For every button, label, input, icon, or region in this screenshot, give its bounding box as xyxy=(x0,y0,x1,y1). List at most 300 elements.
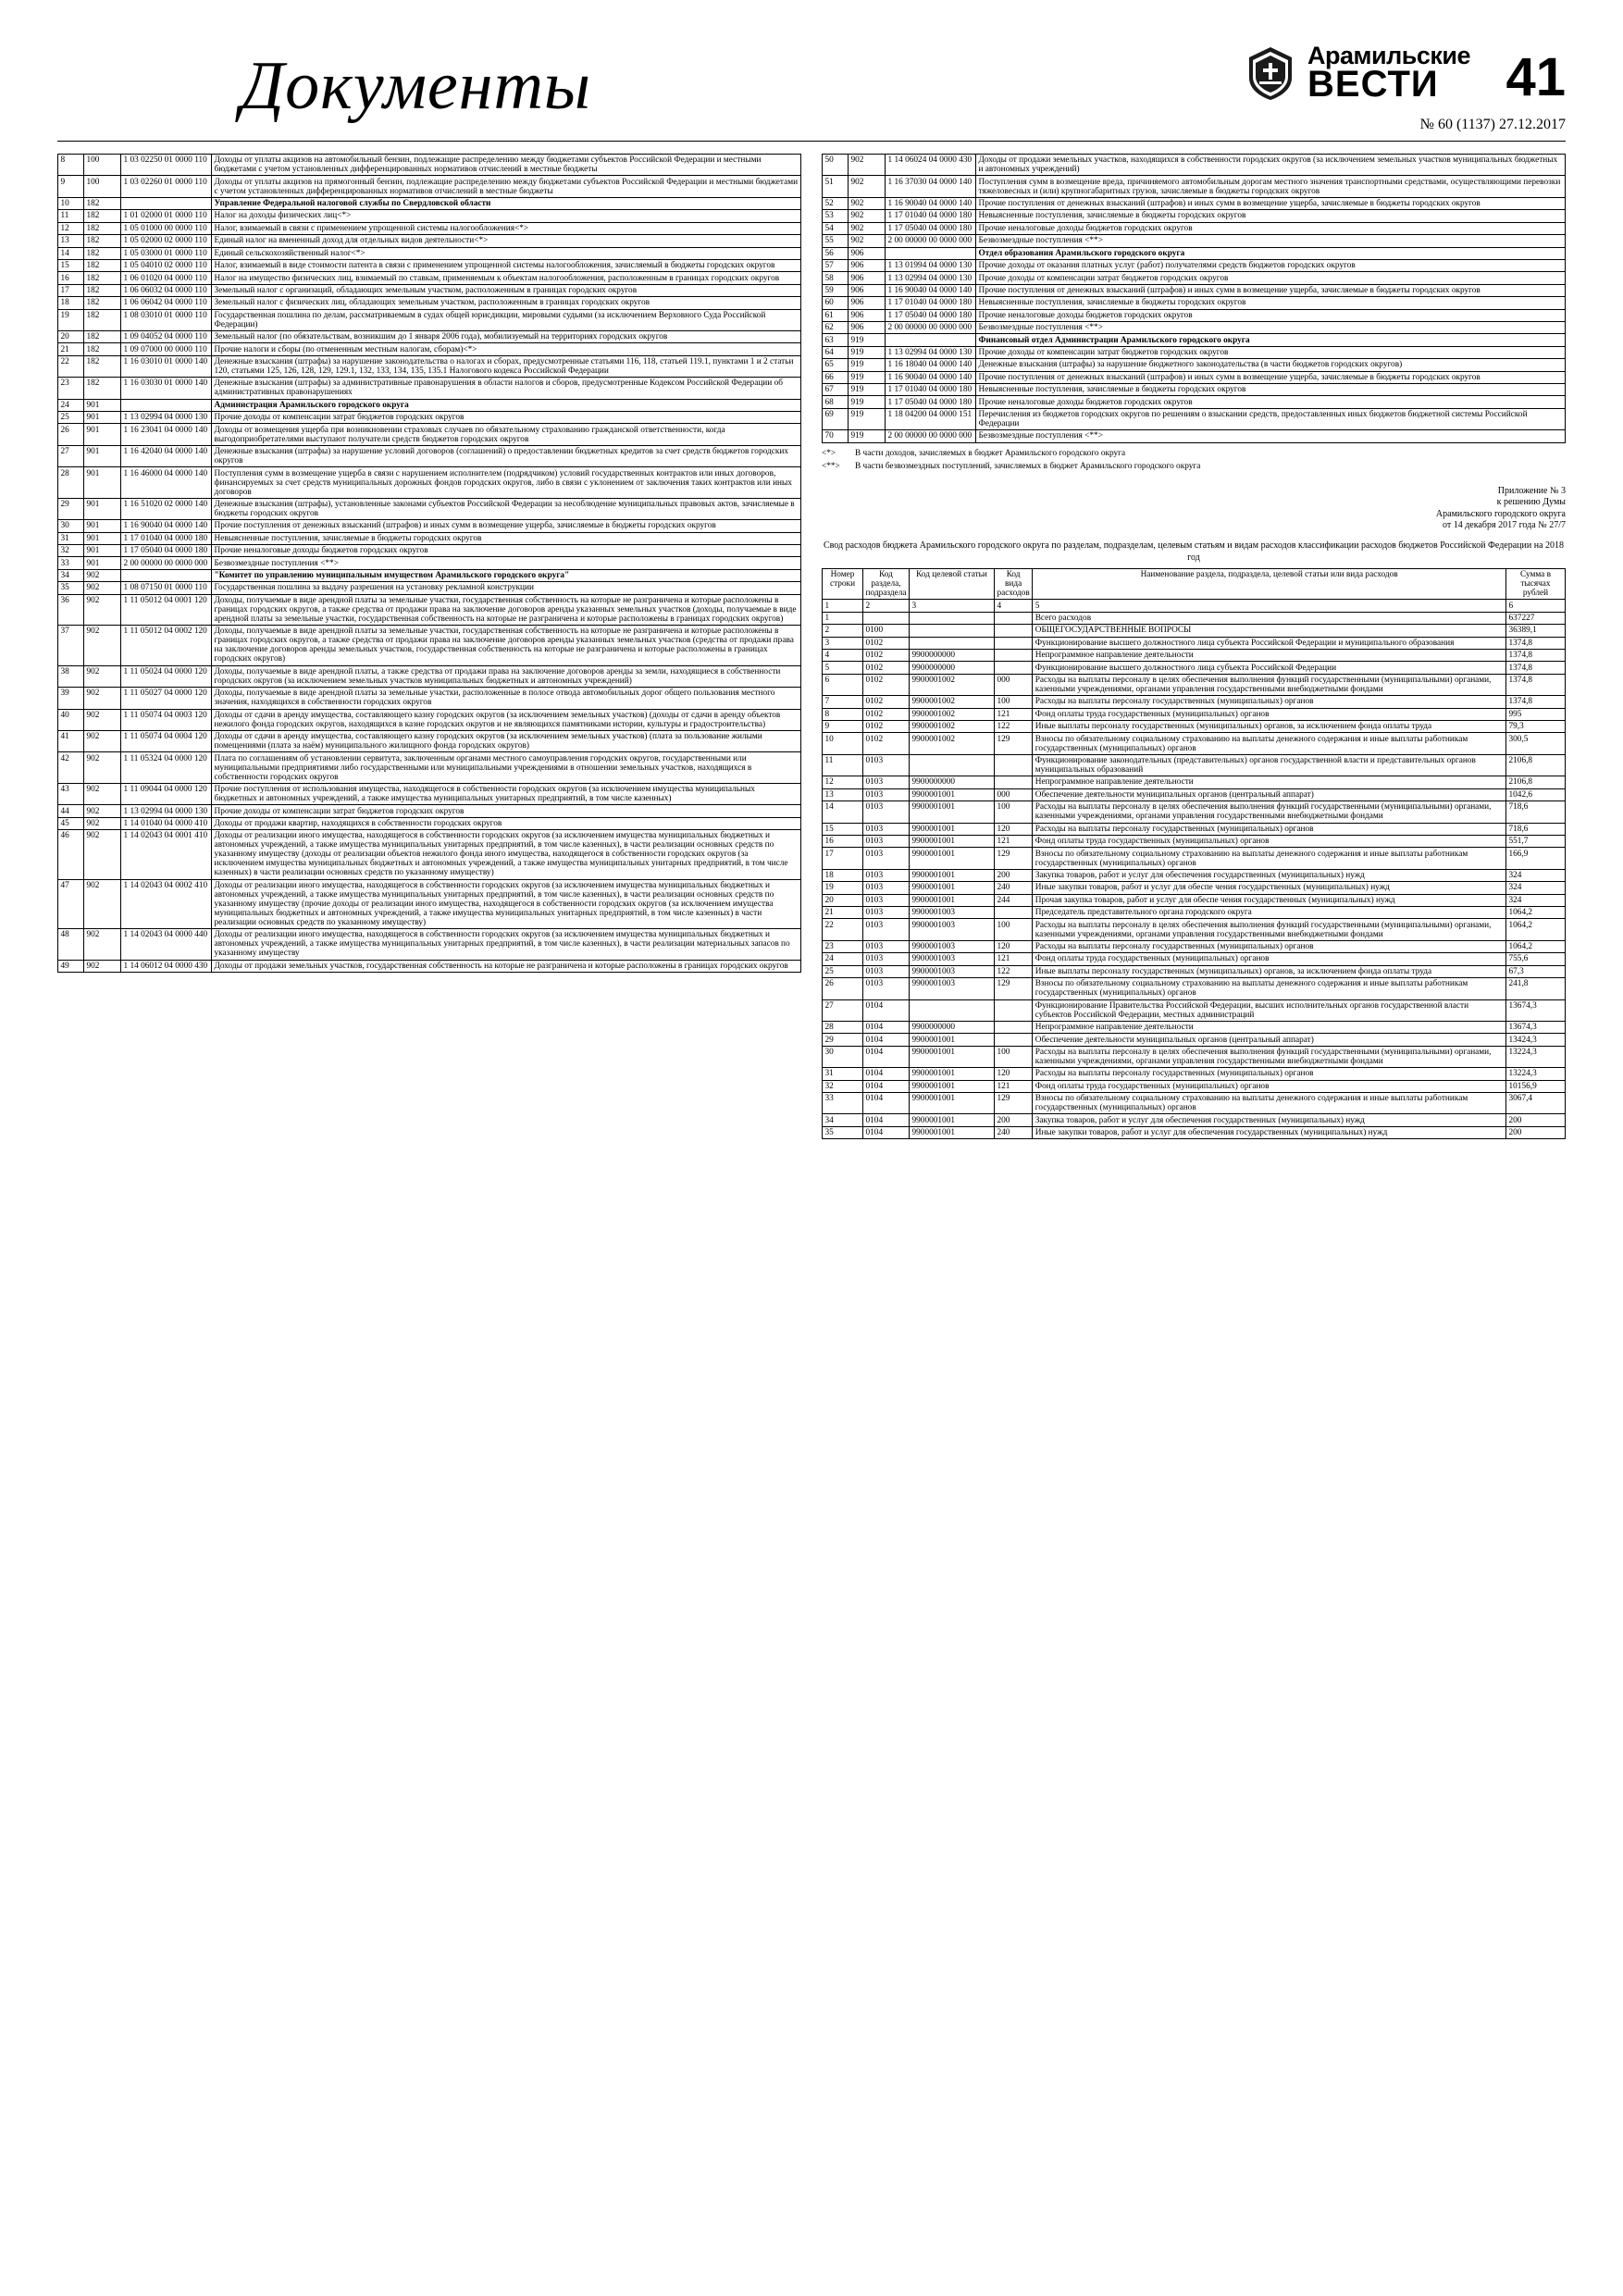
target-article-code xyxy=(910,754,995,776)
expense-type-code: 000 xyxy=(995,788,1033,800)
column-index: 1 xyxy=(823,600,863,612)
table-row xyxy=(823,919,1566,940)
budget-classification-code: 1 14 02043 04 0000 440 xyxy=(121,929,212,960)
table-row xyxy=(823,953,1566,965)
table-row xyxy=(823,210,1566,222)
table-row xyxy=(823,894,1566,906)
table-row xyxy=(823,612,1566,624)
budget-classification-code: 1 03 02250 01 0000 110 xyxy=(121,155,212,176)
target-article-code: 9900001002 xyxy=(910,674,995,695)
table-row xyxy=(58,520,801,532)
row-number: 8 xyxy=(823,708,863,720)
budget-classification-code: 1 11 05074 04 0003 120 xyxy=(121,709,212,730)
razdel-code: 0102 xyxy=(863,696,910,708)
row-number: 23 xyxy=(823,940,863,952)
row-number: 38 xyxy=(58,665,84,687)
income-source-name: Прочие поступления от денежных взысканий (штрафов) и иных сумм в возмещение ущерба, зачисляемые в бюджеты городских округов xyxy=(976,284,1566,296)
income-source-name: Прочие поступления от использования имущества, находящегося в собственности городских округов (за исключением имущества муниципальных бюджетных и автономных учреждений, а также имущества муниципальных унитарных предприятий, в том числе казенных) xyxy=(212,783,801,804)
target-article-code: 9900001001 xyxy=(910,1080,995,1092)
masthead-divider xyxy=(57,141,1566,142)
table-row xyxy=(823,1021,1566,1033)
table-row xyxy=(823,247,1566,259)
table-row xyxy=(58,498,801,519)
budget-classification-code: 1 13 02994 04 0000 130 xyxy=(886,272,976,284)
table-row xyxy=(823,334,1566,346)
budget-classification-code: 2 00 00000 00 0000 000 xyxy=(886,430,976,442)
column-index: 3 xyxy=(910,600,995,612)
administrator-code: 182 xyxy=(84,210,121,222)
expense-sum: 200 xyxy=(1506,1114,1566,1126)
expense-type-code: 200 xyxy=(995,869,1033,881)
row-number: 19 xyxy=(823,882,863,894)
expense-name: Иные закупки товаров, работ и услуг для обеспечения государственных (муниципальных) нужд xyxy=(1033,1126,1506,1138)
row-number: 25 xyxy=(823,965,863,977)
row-number: 14 xyxy=(823,801,863,823)
appendix-line-4: от 14 декабря 2017 года № 27/7 xyxy=(1442,520,1566,531)
expense-name: Фонд оплаты труда государственных (муниципальных) органов xyxy=(1033,1080,1506,1092)
expense-sum: 324 xyxy=(1506,869,1566,881)
income-source-name: Доходы, получаемые в виде арендной платы, а также средства от продажи права на заключение договоров аренды за земли, находящиеся в собственности городских округов (за исключением земельных участков муниципальных бюджетных и автономных учреждений) xyxy=(212,665,801,687)
table-row xyxy=(823,776,1566,788)
appendix-header xyxy=(822,486,1566,532)
budget-classification-code: 1 09 07000 00 0000 110 xyxy=(121,343,212,355)
table-row xyxy=(823,882,1566,894)
target-article-code: 9900001001 xyxy=(910,1114,995,1126)
income-source-name: Доходы, получаемые в виде арендной платы за земельные участки, государственная собственность на которые не разграничена и которые расположены в границах городских округов, а также средства от продажи права на заключение договоров аренды указанных земельных участков (средства от продажи права на заключение договоров аренды земельных участков, государственная собственность на которые не разграничена и которые расположены в границах городских округов) xyxy=(212,626,801,666)
razdel-code: 0103 xyxy=(863,788,910,800)
income-source-name: Доходы от уплаты акцизов на автомобильный бензин, подлежащие распределению между бюджетами субъектов Российской Федерации и местными бюджетами с учетом установленных дифференцированных нормативов отчислений в местные бюджеты xyxy=(212,155,801,176)
expense-type-code: 244 xyxy=(995,894,1033,906)
table-row xyxy=(58,222,801,234)
expense-name: Фонд оплаты труда государственных (муниципальных) органов xyxy=(1033,835,1506,847)
target-article-code: 9900001001 xyxy=(910,894,995,906)
row-number: 43 xyxy=(58,783,84,804)
table-header-row xyxy=(823,568,1566,599)
administrator-code: 902 xyxy=(84,752,121,783)
expense-sum: 755,6 xyxy=(1506,953,1566,965)
row-number: 26 xyxy=(58,424,84,445)
table-row xyxy=(58,830,801,880)
income-source-name: Управление Федеральной налоговой службы по Свердловской области xyxy=(212,197,801,209)
expense-sum: 13224,3 xyxy=(1506,1046,1566,1067)
budget-classification-code: 2 00 00000 00 0000 000 xyxy=(121,557,212,569)
row-number: 5 xyxy=(823,662,863,674)
table-row xyxy=(823,371,1566,383)
budget-classification-code: 1 13 02994 04 0000 130 xyxy=(886,346,976,358)
budget-classification-code: 2 00 00000 00 0000 000 xyxy=(886,321,976,333)
expense-name: Функционирование высшего должностного лица субъекта Российской Федерации xyxy=(1033,662,1506,674)
table-row xyxy=(58,355,801,377)
table-row xyxy=(58,879,801,929)
income-source-name: Доходы от реализации иного имущества, находящегося в собственности городских округов (за исключением имущества муниципальных бюджетных и автономных учреждений, а также имущества муниципальных унитарных предприятий, в том числе казенных), в части реализации основных средств по указанному имуществу (доходы от реализации объектов нежилого фонда иного имущества, находящегося в собственности городских округов (за исключением имущества муниципальных бюджетных и автономных учреждений, а также имущества муниципальных унитарных предприятий, в том числе казенных) в части реализации основных средств по указанному имуществу) xyxy=(212,830,801,880)
income-source-name: Доходы от сдачи в аренду имущества, составляющего казну городских округов (за исключением земельных участков) (плата за пользование жилыми помещениями (плата за наём) муниципального жилищного фонда городских округов) xyxy=(212,730,801,751)
razdel-code: 0100 xyxy=(863,625,910,637)
administrator-code: 901 xyxy=(84,520,121,532)
header-razdel-code: Код раздела, подраздела xyxy=(863,568,910,599)
table-row xyxy=(58,582,801,594)
expense-name: Расходы на выплаты персоналу государственных (муниципальных) органов xyxy=(1033,696,1506,708)
target-article-code: 9900001001 xyxy=(910,801,995,823)
administrator-code: 182 xyxy=(84,343,121,355)
budget-classification-code: 1 16 90040 04 0000 140 xyxy=(121,520,212,532)
budget-classification-code: 2 00 00000 00 0000 000 xyxy=(886,235,976,247)
row-number: 68 xyxy=(823,396,849,408)
budget-classification-code: 1 11 05074 04 0004 120 xyxy=(121,730,212,751)
table-row xyxy=(823,321,1566,333)
row-number: 18 xyxy=(58,297,84,309)
budget-classification-code: 1 14 01040 04 0000 410 xyxy=(121,817,212,829)
target-article-code: 9900000000 xyxy=(910,1021,995,1033)
budget-classification-code xyxy=(121,569,212,581)
administrator-code: 902 xyxy=(84,730,121,751)
expense-summary-table xyxy=(822,568,1566,1139)
budget-classification-code: 1 16 23041 04 0000 140 xyxy=(121,424,212,445)
expense-sum: 1374,8 xyxy=(1506,637,1566,649)
table-row xyxy=(58,210,801,222)
income-source-name: Денежные взыскания (штрафы), установленные законами субъектов Российской Федерации за несоблюдение муниципальных правовых актов, зачисляемые в бюджеты городских округов xyxy=(212,498,801,519)
header-row-number: Номер строки xyxy=(823,568,863,599)
target-article-code: 9900001002 xyxy=(910,708,995,720)
target-article-code: 9900001001 xyxy=(910,1068,995,1080)
expense-type-code: 120 xyxy=(995,940,1033,952)
row-number: 21 xyxy=(58,343,84,355)
target-article-code xyxy=(910,637,995,649)
razdel-code: 0103 xyxy=(863,953,910,965)
income-source-name: Прочие неналоговые доходы бюджетов городских округов xyxy=(976,222,1566,234)
table-row xyxy=(823,1046,1566,1067)
appendix-title: Свод расходов бюджета Арамильского городского округа по разделам, подразделам, целевым статьям и видам расходов классификации расходов бюджетов Российской Федерации на 2018 год xyxy=(823,540,1565,563)
row-number: 14 xyxy=(58,247,84,259)
row-number: 47 xyxy=(58,879,84,929)
expense-name: Обеспечение деятельности муниципальных органов (центральный аппарат) xyxy=(1033,1034,1506,1046)
income-source-name: Единый сельскохозяйственный налог<*> xyxy=(212,247,801,259)
income-source-name: Прочие доходы от компенсации затрат бюджетов городских округов xyxy=(976,272,1566,284)
expense-type-code: 240 xyxy=(995,882,1033,894)
expense-sum: 166,9 xyxy=(1506,848,1566,869)
table-row xyxy=(823,284,1566,296)
left-column xyxy=(57,154,801,1139)
row-number: 17 xyxy=(58,284,84,296)
expense-name: Закупка товаров, работ и услуг для обеспечения государственных (муниципальных) нужд xyxy=(1033,1114,1506,1126)
table-row xyxy=(58,594,801,625)
administrator-code: 182 xyxy=(84,222,121,234)
target-article-code: 9900001001 xyxy=(910,1093,995,1114)
row-number: 7 xyxy=(823,696,863,708)
administrator-code: 901 xyxy=(84,498,121,519)
income-source-name: Поступления сумм в возмещение ущерба в связи с нарушением исполнителем (подрядчиком) условий государственных контрактов или иных договоров, финансируемых за счет средств муниципальных дорожных фондов городских округов, либо в связи с уклонением от заключения таких контрактов или иных договоров xyxy=(212,467,801,498)
row-number: 16 xyxy=(823,835,863,847)
table-row xyxy=(823,788,1566,800)
budget-classification-code: 1 17 05040 04 0000 180 xyxy=(121,545,212,557)
target-article-code: 9900001001 xyxy=(910,882,995,894)
expense-name: Функционирование Правительства Российской Федерации, высших исполнительных органов государственной власти субъектов Российской Федерации, местных администраций xyxy=(1033,999,1506,1021)
expense-type-code: 122 xyxy=(995,721,1033,733)
row-number: 9 xyxy=(823,721,863,733)
budget-classification-code: 1 14 06012 04 0000 430 xyxy=(121,960,212,972)
income-source-name: Безвозмездные поступления <**> xyxy=(976,430,1566,442)
expense-name: Расходы на выплаты персоналу в целях обеспечения выполнения функций государственными (муниципальными) органами, казенными учреждениями, органами управления государственными внебюджетными фондами xyxy=(1033,919,1506,940)
table-row xyxy=(823,259,1566,271)
administrator-code: 902 xyxy=(84,929,121,960)
footnote-text: В части безвозмездных поступлений, зачисляемых в бюджет Арамильского городского округа xyxy=(855,462,1201,472)
row-number: 16 xyxy=(58,272,84,284)
expense-type-code: 121 xyxy=(995,708,1033,720)
row-number: 19 xyxy=(58,309,84,330)
razdel-code: 0104 xyxy=(863,1080,910,1092)
administrator-code: 906 xyxy=(849,321,886,333)
row-number: 10 xyxy=(823,733,863,754)
income-sources-table-part1 xyxy=(57,154,801,973)
razdel-code: 0102 xyxy=(863,733,910,754)
table-row xyxy=(58,424,801,445)
income-source-name: Прочие поступления от денежных взысканий (штрафов) и иных сумм в возмещение ущерба, зачисляемые в бюджеты городских округов xyxy=(976,197,1566,209)
row-number: 24 xyxy=(823,953,863,965)
expense-sum: 995 xyxy=(1506,708,1566,720)
table-row xyxy=(823,940,1566,952)
table-row xyxy=(823,1068,1566,1080)
budget-classification-code xyxy=(121,197,212,209)
expense-name: Иные выплаты персоналу государственных (муниципальных) органов, за исключением фонда оплаты труда xyxy=(1033,721,1506,733)
razdel-code: 0103 xyxy=(863,965,910,977)
expense-name: Закупка товаров, работ и услуг для обеспечения государственных (муниципальных) нужд xyxy=(1033,869,1506,881)
income-source-name: Доходы, получаемые в виде арендной платы за земельные участки, государственная собственность на которые не разграничена и которые расположены в границах городских округов, а также средства от продажи права на заключение договоров аренды указанных земельных участков (доходы, получаемые в виде арендной платы за земельные участки, государственная собственность на которые не разграничена и которые расположены в границах городских округов) xyxy=(212,594,801,625)
expense-type-code: 120 xyxy=(995,823,1033,835)
brand-name-line1: Арамильские xyxy=(1307,42,1470,70)
razdel-code: 0103 xyxy=(863,801,910,823)
table-row xyxy=(823,383,1566,395)
budget-classification-code: 1 05 01000 00 0000 110 xyxy=(121,222,212,234)
header-name: Наименование раздела, подраздела, целевой статьи или вида расходов xyxy=(1033,568,1506,599)
expense-type-code: 122 xyxy=(995,965,1033,977)
expense-type-code xyxy=(995,649,1033,661)
expense-sum: 324 xyxy=(1506,894,1566,906)
target-article-code: 9900001003 xyxy=(910,940,995,952)
razdel-code: 0103 xyxy=(863,754,910,776)
table-row xyxy=(823,297,1566,309)
expense-type-code xyxy=(995,612,1033,624)
budget-classification-code: 1 05 02000 02 0000 110 xyxy=(121,235,212,247)
expense-name: Расходы на выплаты персоналу государственных (муниципальных) органов xyxy=(1033,940,1506,952)
expense-sum: 551,7 xyxy=(1506,835,1566,847)
row-number: 30 xyxy=(58,520,84,532)
coat-of-arms-icon xyxy=(1245,44,1296,102)
row-number: 64 xyxy=(823,346,849,358)
expense-name: Непрограммное направление деятельности xyxy=(1033,1021,1506,1033)
table-row xyxy=(58,247,801,259)
table-row xyxy=(58,730,801,751)
income-table-body-left xyxy=(58,155,801,973)
expense-sum: 1064,2 xyxy=(1506,940,1566,952)
expense-type-code: 200 xyxy=(995,1114,1033,1126)
row-number: 37 xyxy=(58,626,84,666)
table-row xyxy=(58,545,801,557)
budget-classification-code: 1 05 04010 02 0000 110 xyxy=(121,259,212,271)
administrator-code: 902 xyxy=(84,569,121,581)
expense-name: Взносы по обязательному социальному страхованию на выплаты денежного содержания и иные выплаты работникам государственных (муниципальных) органов xyxy=(1033,1093,1506,1114)
administrator-code: 902 xyxy=(84,665,121,687)
budget-classification-code: 1 11 09044 04 0000 120 xyxy=(121,783,212,804)
table-row xyxy=(823,801,1566,823)
row-number: 35 xyxy=(823,1126,863,1138)
razdel-code: 0103 xyxy=(863,835,910,847)
row-number: 20 xyxy=(823,894,863,906)
income-source-name: Доходы от продажи земельных участков, государственная собственность на которые не разграничена и которые расположены в границах городских округов xyxy=(212,960,801,972)
administrator-code: 901 xyxy=(84,545,121,557)
page-title: Документы xyxy=(241,48,592,124)
administrator-code: 182 xyxy=(84,330,121,342)
budget-classification-code: 1 13 01994 04 0000 130 xyxy=(886,259,976,271)
administrator-code: 182 xyxy=(84,378,121,399)
table-row xyxy=(823,197,1566,209)
expense-name: Председатель представительного органа городского округа xyxy=(1033,907,1506,919)
row-number: 22 xyxy=(823,919,863,940)
income-source-name: Доходы от реализации иного имущества, находящегося в собственности городских округов (за исключением имущества муниципальных бюджетных и автономных учреждений, а также имущества муниципальных унитарных предприятий, в том числе казенных), в части реализации основных средств по указанному имуществу (прочие доходы от реализации иного имущества, находящегося в собственности городских округов (за исключением имущества муниципальных бюджетных и автономных учреждений, а также имущества муниципальных унитарных предприятий, в том числе казенных) в части реализации основных средств по указанному имуществу) xyxy=(212,879,801,929)
budget-classification-code: 1 16 90040 04 0000 140 xyxy=(886,197,976,209)
target-article-code xyxy=(910,999,995,1021)
table-row xyxy=(823,649,1566,661)
razdel-code: 0103 xyxy=(863,848,910,869)
table-row xyxy=(823,235,1566,247)
expense-sum: 241,8 xyxy=(1506,978,1566,999)
row-number: 40 xyxy=(58,709,84,730)
administrator-code: 902 xyxy=(84,688,121,709)
administrator-code: 901 xyxy=(84,467,121,498)
expense-type-code: 000 xyxy=(995,674,1033,695)
row-number: 48 xyxy=(58,929,84,960)
razdel-code: 0104 xyxy=(863,1021,910,1033)
expense-sum: 13674,3 xyxy=(1506,1021,1566,1033)
target-article-code: 9900001002 xyxy=(910,733,995,754)
target-article-code: 9900000000 xyxy=(910,662,995,674)
expense-name: Фонд оплаты труда государственных (муниципальных) органов xyxy=(1033,953,1506,965)
administrator-code: 182 xyxy=(84,309,121,330)
target-article-code: 9900001003 xyxy=(910,978,995,999)
razdel-code: 0103 xyxy=(863,776,910,788)
row-number: 21 xyxy=(823,907,863,919)
header-sum: Сумма в тысячах рублей xyxy=(1506,568,1566,599)
income-source-name: Прочие неналоговые доходы бюджетов городских округов xyxy=(976,396,1566,408)
table-row xyxy=(823,625,1566,637)
column-index: 6 xyxy=(1506,600,1566,612)
row-number: 28 xyxy=(58,467,84,498)
administrator-code: 902 xyxy=(84,830,121,880)
income-source-name: Денежные взыскания (штрафы) за нарушение бюджетного законодательства (в части бюджетов городских округов) xyxy=(976,359,1566,371)
administrator-code: 919 xyxy=(849,359,886,371)
administrator-code: 182 xyxy=(84,272,121,284)
expense-type-code: 100 xyxy=(995,919,1033,940)
table-row xyxy=(823,978,1566,999)
income-source-name: Прочие неналоговые доходы бюджетов городских округов xyxy=(976,309,1566,321)
income-source-name: Невыясненные поступления, зачисляемые в бюджеты городских округов xyxy=(212,532,801,544)
income-source-name: Земельный налог с физических лиц, обладающих земельным участком, расположенным в границах городских округов xyxy=(212,297,801,309)
administrator-code: 906 xyxy=(849,272,886,284)
razdel-code: 0104 xyxy=(863,1126,910,1138)
table-row xyxy=(823,662,1566,674)
footnote-item xyxy=(822,462,1566,473)
expense-type-code: 100 xyxy=(995,801,1033,823)
expense-sum: 79,3 xyxy=(1506,721,1566,733)
expense-table-body xyxy=(823,568,1566,1138)
row-number: 59 xyxy=(823,284,849,296)
expense-name: Взносы по обязательному социальному страхованию на выплаты денежного содержания и иные выплаты работникам государственных (муниципальных) органов xyxy=(1033,733,1506,754)
table-row xyxy=(823,309,1566,321)
budget-classification-code xyxy=(886,247,976,259)
budget-classification-code: 1 05 03000 01 0000 110 xyxy=(121,247,212,259)
row-number: 17 xyxy=(823,848,863,869)
table-row xyxy=(58,665,801,687)
row-number: 32 xyxy=(58,545,84,557)
income-source-name: Доходы от реализации иного имущества, находящегося в собственности городских округов (за исключением имущества муниципальных бюджетных и автономных учреждений, а также имущества муниципальных унитарных предприятий, в том числе казенных), в части реализации материальных запасов по указанному имуществу xyxy=(212,929,801,960)
administrator-code: 901 xyxy=(84,399,121,411)
row-number: 13 xyxy=(58,235,84,247)
appendix-line-3: Арамильского городского округа xyxy=(1435,508,1566,519)
income-source-name: Налог на имущество физических лиц, взимаемый по ставкам, применяемым к объектам налогообложения, расположенным в границах городских округов xyxy=(212,272,801,284)
row-number: 22 xyxy=(58,355,84,377)
table-row xyxy=(823,155,1566,176)
footnote-mark: <*> xyxy=(822,448,836,458)
administrator-code: 901 xyxy=(84,532,121,544)
row-number: 13 xyxy=(823,788,863,800)
income-source-name: Налог на доходы физических лиц<*> xyxy=(212,210,801,222)
row-number: 33 xyxy=(58,557,84,569)
row-number: 27 xyxy=(58,445,84,466)
administrator-code: 906 xyxy=(849,247,886,259)
appendix-line-2: к решению Думы xyxy=(1496,497,1566,508)
budget-classification-code: 1 11 05012 04 0001 120 xyxy=(121,594,212,625)
table-row xyxy=(823,408,1566,429)
row-number: 15 xyxy=(58,259,84,271)
table-row xyxy=(58,378,801,399)
razdel-code xyxy=(863,612,910,624)
row-number: 58 xyxy=(823,272,849,284)
budget-classification-code: 1 16 90040 04 0000 140 xyxy=(886,284,976,296)
expense-name: Расходы на выплаты персоналу в целях обеспечения выполнения функций государственными (муниципальными) органами, казенными учреждениями, органами управления государственными внебюджетными фондами xyxy=(1033,1046,1506,1067)
row-number: 42 xyxy=(58,752,84,783)
expense-name: Непрограммное направление деятельности xyxy=(1033,776,1506,788)
razdel-code: 0103 xyxy=(863,919,910,940)
budget-classification-code: 1 17 05040 04 0000 180 xyxy=(886,396,976,408)
row-number: 26 xyxy=(823,978,863,999)
row-number: 15 xyxy=(823,823,863,835)
table-row xyxy=(58,235,801,247)
budget-classification-code: 1 06 06042 04 0000 110 xyxy=(121,297,212,309)
target-article-code: 9900001001 xyxy=(910,1034,995,1046)
expense-sum: 718,6 xyxy=(1506,823,1566,835)
administrator-code: 182 xyxy=(84,247,121,259)
expense-type-code xyxy=(995,1034,1033,1046)
razdel-code: 0103 xyxy=(863,894,910,906)
column-index: 4 xyxy=(995,600,1033,612)
income-source-name: Плата по соглашениям об установлении сервитута, заключенным органами местного самоуправления городских округов, государственными или муниципальными предприятиями либо государственными или муниципальными учреждениями в отношении земельных участков, находящихся в собственности городских округов xyxy=(212,752,801,783)
expense-type-code: 121 xyxy=(995,1080,1033,1092)
expense-name: Всего расходов xyxy=(1033,612,1506,624)
masthead xyxy=(0,0,1623,139)
expense-sum: 324 xyxy=(1506,882,1566,894)
budget-classification-code: 1 18 04200 04 0000 151 xyxy=(886,408,976,429)
income-source-name: Налог, взимаемый в связи с применением упрощенной системы налогообложения<*> xyxy=(212,222,801,234)
table-row xyxy=(823,430,1566,442)
budget-classification-code: 1 01 02000 01 0000 110 xyxy=(121,210,212,222)
row-number: 20 xyxy=(58,330,84,342)
row-number: 60 xyxy=(823,297,849,309)
expense-name: Непрограммное направление деятельности xyxy=(1033,649,1506,661)
table-row xyxy=(58,626,801,666)
row-number: 28 xyxy=(823,1021,863,1033)
expense-type-code xyxy=(995,662,1033,674)
income-source-name: Прочие налоги и сборы (по отмененным местным налогам, сборам)<*> xyxy=(212,343,801,355)
income-source-name: Прочие поступления от денежных взысканий (штрафов) и иных сумм в возмещение ущерба, зачисляемые в бюджеты городских округов xyxy=(976,371,1566,383)
expense-name: Функционирование законодательных (представительных) органов государственной власти и представительных органов муниципальных образований xyxy=(1033,754,1506,776)
